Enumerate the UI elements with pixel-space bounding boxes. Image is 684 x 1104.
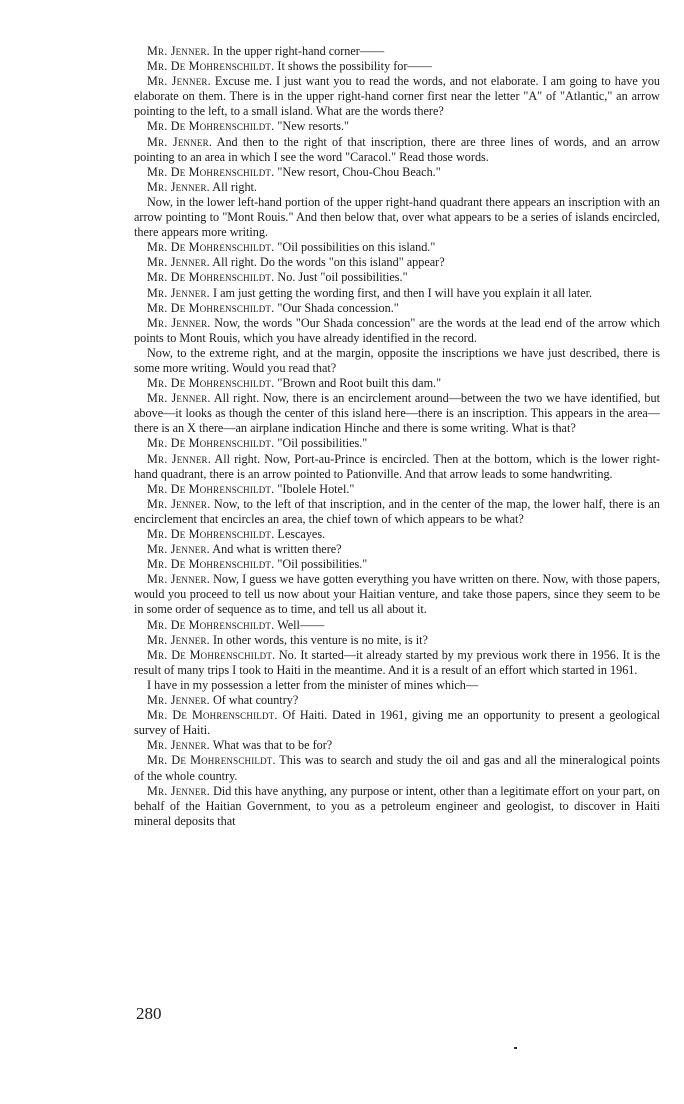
speaker-name: Mr. De Mohrenschildt. (147, 59, 275, 74)
testimony-text: What was that to be for? (212, 738, 333, 753)
speaker-name: Mr. De Mohrenschildt. (147, 436, 275, 451)
transcript-paragraph (134, 633, 660, 648)
speaker-name: Mr. Jenner. (147, 632, 210, 647)
speaker-name: Mr. Jenner. (147, 44, 210, 58)
testimony-text: Lescayes. (277, 527, 326, 541)
speaker-name: Mr. De Mohrenschildt. (147, 164, 275, 179)
speaker-name: Mr. De Mohrenschildt. (147, 617, 275, 632)
testimony-text: Of what country? (212, 693, 299, 708)
transcript-paragraph (134, 618, 660, 633)
ink-speck (514, 1047, 517, 1049)
testimony-text: Now, to the left of that inscription, and in the center of the map, the lower half, there is an encirclement that encircles an area, the chief town of which appears to be what? (134, 496, 661, 526)
transcript-paragraph (134, 119, 660, 134)
speaker-name: Mr. Jenner. (147, 572, 210, 587)
transcript-paragraph (134, 270, 660, 285)
transcript-paragraph (134, 738, 660, 753)
transcript-paragraph (134, 527, 660, 542)
testimony-text: Well—— (277, 617, 325, 632)
speaker-name: Mr. Jenner. (147, 391, 211, 406)
testimony-text: All right. (212, 179, 257, 194)
transcript-paragraph (134, 44, 660, 59)
speaker-name: Mr. De Mohrenschildt. (147, 647, 276, 662)
testimony-text: I am just getting the wording first, and then I will have you explain it all later. (212, 285, 593, 300)
speaker-name: Mr. Jenner. (147, 693, 210, 708)
testimony-text: "Brown and Root built this dam." (277, 376, 442, 391)
page-number: 280 (136, 1004, 162, 1023)
testimony-text: Did this have anything, any purpose or intent, other than a legitimate effort on your part, on behalf of the Haitian Government, to you as a petroleum engineer and geologist, to discover in Haiti mineral deposits that (134, 783, 660, 828)
testimony-text: Now, I guess we have gotten everything you have written on there. Now, with those papers, would you proceed to tell us now about your Haitian venture, and take those papers, since they seem to be in some order of sequence as to time, and tell us all about it. (134, 572, 661, 617)
speaker-name: Mr. De Mohrenschildt. (147, 240, 275, 255)
transcript-paragraph (134, 693, 660, 708)
testimony-text: "Oil possibilities." (277, 557, 368, 572)
testimony-text: All right. Now, there is an encirclement around—between the two we have identified, but above—it looks as though the center of this island here—there is an inscription. This appears in the area—there is an X there—an airplane indication Hinche and there is some writing. What is that? (134, 391, 660, 436)
testimony-text: I have in my possession a letter from the minister of mines which— (147, 677, 479, 692)
speaker-name: Mr. De Mohrenschildt. (147, 708, 278, 723)
speaker-name: Mr. De Mohrenschildt. (147, 753, 276, 768)
testimony-text: Now, in the lower left-hand portion of the upper right-hand quadrant there appears an inscription with an arrow pointing to "Mont Rouis." And then below that, over what appears to be a series of islands encircled, there appears more writing. (134, 194, 660, 240)
transcript-paragraph (134, 391, 660, 436)
testimony-text: Now, to the extreme right, and at the margin, opposite the inscriptions we have just described, there is some more writing. Would you read that? (134, 345, 660, 375)
testimony-text: All right. Now, Port-au-Prince is encircled. Then at the bottom, which is the lower right-hand quadrant, there is an arrow pointed to Pationville. And that arrow leads to some handwriting. (134, 451, 661, 481)
transcript-paragraph (134, 316, 660, 346)
testimony-text: Excuse me. I just want you to read the words, and not elaborate. I am going to have you elaborate on them. There is in the upper right-hand corner first near the letter "A" of "Atlantic," an arrow pointing to the left, to a small island. What are the words there? (134, 74, 661, 119)
speaker-name: Mr. De Mohrenschildt. (147, 557, 275, 572)
speaker-name: Mr. Jenner. (147, 496, 211, 511)
speaker-name: Mr. Jenner. (147, 451, 211, 466)
transcript-paragraph (134, 542, 660, 557)
transcript-paragraph (134, 376, 660, 391)
testimony-text: "New resort, Chou-Chou Beach." (277, 164, 441, 179)
testimony-text: It shows the possibility for—— (277, 59, 432, 74)
transcript-paragraph (134, 180, 660, 195)
transcript-paragraph (134, 784, 660, 829)
transcript-paragraph (134, 165, 660, 180)
transcript-paragraph (134, 648, 660, 678)
speaker-name: Mr. Jenner. (147, 315, 211, 330)
testimony-text: No. It started—it already started by my previous work there in 1956. It is the result of many trips I took to Haiti in the meantime. And it is a result of an effort which started in 1961. (134, 647, 660, 677)
testimony-text: In other words, this venture is no mite, is it? (212, 632, 428, 647)
speaker-name: Mr. De Mohrenschildt. (147, 527, 275, 541)
testimony-text: "New resorts." (277, 119, 349, 134)
testimony-text: This was to search and study the oil and gas and all the mineralogical points of the whole country. (134, 753, 661, 783)
speaker-name: Mr. Jenner. (147, 542, 210, 557)
transcript-paragraph (134, 286, 660, 301)
transcript-paragraph (134, 572, 660, 617)
testimony-text: No. Just "oil possibilities." (277, 270, 408, 285)
transcript-paragraph (134, 678, 660, 693)
transcript-paragraph (134, 135, 660, 165)
transcript-paragraph (134, 301, 660, 316)
testimony-text: All right. Do the words "on this island" appear? (212, 255, 445, 270)
speaker-name: Mr. Jenner. (147, 285, 210, 300)
speaker-name: Mr. Jenner. (147, 134, 213, 149)
transcript-paragraph (134, 195, 660, 240)
transcript-paragraph (134, 255, 660, 270)
transcript-paragraph (134, 708, 660, 738)
transcript-page (134, 44, 660, 829)
speaker-name: Mr. De Mohrenschildt. (147, 481, 275, 496)
speaker-name: Mr. De Mohrenschildt. (147, 119, 275, 134)
transcript-paragraph (134, 557, 660, 572)
speaker-name: Mr. Jenner. (147, 179, 210, 194)
testimony-text: "Ibolele Hotel." (277, 481, 355, 496)
transcript-paragraph (134, 497, 660, 527)
speaker-name: Mr. Jenner. (147, 738, 210, 753)
transcript-paragraph (134, 452, 660, 482)
transcript-paragraph (134, 482, 660, 497)
transcript-paragraph (134, 74, 660, 119)
speaker-name: Mr. De Mohrenschildt. (147, 376, 275, 391)
speaker-name: Mr. De Mohrenschildt. (147, 300, 275, 315)
testimony-text: And what is written there? (212, 542, 342, 557)
testimony-text: "Oil possibilities on this island." (277, 240, 436, 255)
transcript-paragraph (134, 346, 660, 376)
speaker-name: Mr. Jenner. (147, 74, 211, 89)
speaker-name: Mr. Jenner. (147, 255, 210, 270)
testimony-text: Of Haiti. Dated in 1961, giving me an opportunity to present a geological survey of Haiti. (134, 708, 660, 738)
testimony-text: And then to the right of that inscription, there are three lines of words, and an arrow pointing to an area in which I see the word "Caracol." Read those words. (134, 134, 661, 164)
speaker-name: Mr. Jenner. (147, 783, 210, 798)
testimony-text: Now, the words "Our Shada concession" are the words at the lead end of the arrow which points to Mont Rouis, which you have already identified in the record. (134, 315, 661, 345)
testimony-text: In the upper right-hand corner—— (212, 44, 385, 58)
transcript-paragraph (134, 59, 660, 74)
testimony-text: "Our Shada concession." (277, 300, 399, 315)
testimony-text: "Oil possibilities." (277, 436, 368, 451)
speaker-name: Mr. De Mohrenschildt. (147, 270, 275, 285)
transcript-paragraph (134, 240, 660, 255)
transcript-paragraph (134, 753, 660, 783)
transcript-paragraph (134, 436, 660, 451)
